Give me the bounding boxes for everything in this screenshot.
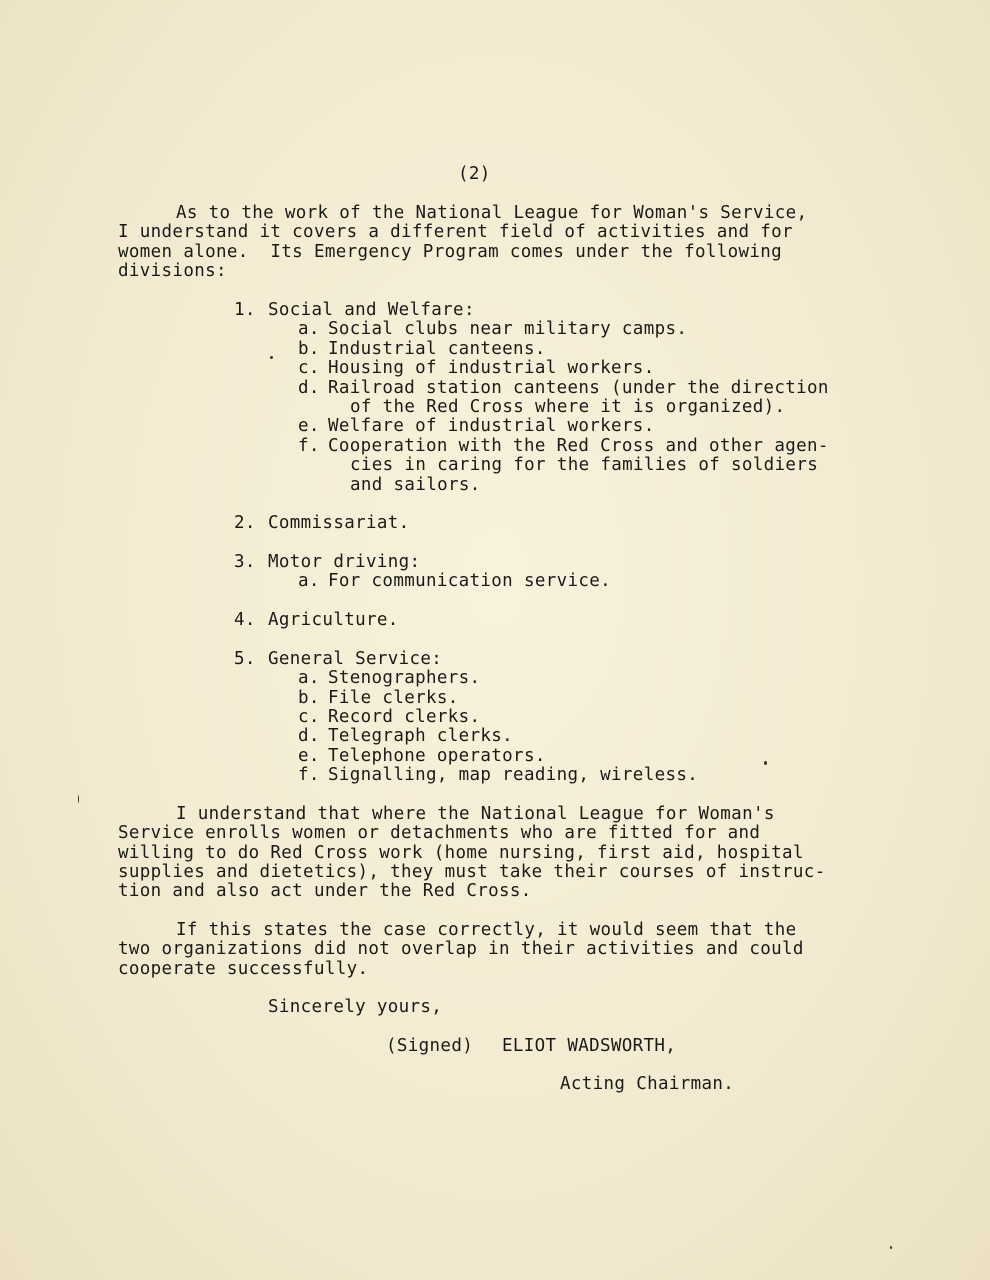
item-letter: e. [298,416,320,436]
item-letter: e. [298,746,320,766]
item-letter: c. [298,358,320,378]
item-text: Telegraph clerks. [328,726,514,746]
intro-line: I understand it covers a different field of activities and for [118,222,793,242]
item-text-continuation: and sailors. [350,475,481,495]
paragraph-line: If this states the case correctly, it would seem that the [176,920,797,940]
division-title: Agriculture. [268,610,399,630]
item-letter: f. [298,765,320,785]
item-letter: b. [298,688,320,708]
item-letter: d. [298,378,320,398]
intro-line: As to the work of the National League for Woman's Service, [176,203,808,223]
paper-speck [890,1246,892,1249]
item-text: Signalling, map reading, wireless. [328,765,699,785]
division-number: 5. [234,649,256,669]
intro-line: divisions: [118,261,227,281]
paragraph-line: Service enrolls women or detachments who are fitted for and [118,823,761,843]
item-text: File clerks. [328,688,459,708]
item-letter: f. [298,436,320,456]
signer-name: ELIOT WADSWORTH, [502,1036,677,1056]
item-letter: d. [298,726,320,746]
item-text: Railroad station canteens (under the direction [328,378,829,398]
intro-line: women alone. Its Emergency Program comes under the following [118,242,783,262]
paragraph-line: supplies and dietetics), they must take their courses of instruc- [118,862,826,882]
item-letter: c. [298,707,320,727]
item-text: Social clubs near military camps. [328,319,688,339]
division-number: 4. [234,610,256,630]
item-letter: a. [298,668,320,688]
division-title: Social and Welfare: [268,300,475,320]
item-letter: a. [298,319,320,339]
paragraph-line: I understand that where the National League for Woman's [176,804,775,824]
division-title: Motor driving: [268,552,421,572]
paper-speck [270,356,273,359]
item-letter: b. [298,339,320,359]
closing: Sincerely yours, [268,997,443,1017]
paragraph-line: tion and also act under the Red Cross. [118,881,532,901]
item-text: For communication service. [328,571,612,591]
signer-title: Acting Chairman. [560,1074,735,1094]
item-text-continuation: cies in caring for the families of soldiers [350,455,819,475]
item-text: Stenographers. [328,668,481,688]
paragraph-line: willing to do Red Cross work (home nursing, first aid, hospital [118,843,804,863]
division-number: 1. [234,300,256,320]
item-letter: a. [298,571,320,591]
division-number: 2. [234,513,256,533]
paragraph-line: two organizations did not overlap in their activities and could [118,939,804,959]
paper-speck [764,761,767,765]
item-text: Telephone operators. [328,746,546,766]
item-text: Cooperation with the Red Cross and other agen- [328,436,829,456]
division-title: General Service: [268,649,443,669]
signed-label: (Signed) [386,1036,474,1056]
page-number: (2) [458,164,491,184]
item-text: Welfare of industrial workers. [328,416,655,436]
paper-speck [78,795,79,803]
division-title: Commissariat. [268,513,410,533]
paragraph-line: cooperate successfully. [118,959,369,979]
item-text: Record clerks. [328,707,481,727]
item-text: Housing of industrial workers. [328,358,655,378]
item-text: Industrial canteens. [328,339,546,359]
division-number: 3. [234,552,256,572]
item-text-continuation: of the Red Cross where it is organized). [350,397,786,417]
